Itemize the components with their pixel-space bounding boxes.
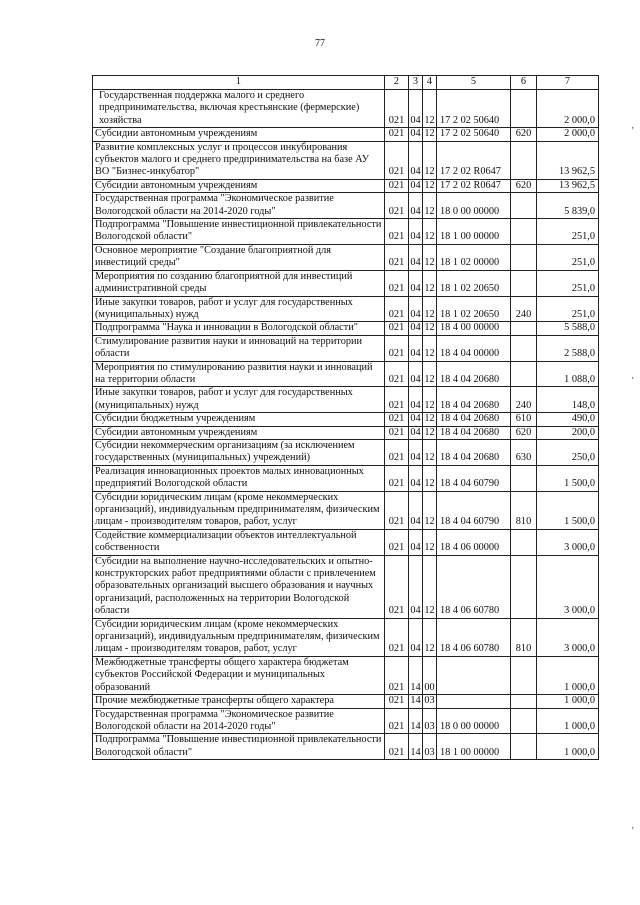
row-code-cell-3: 14 <box>409 734 423 760</box>
row-code-cell-4: 12 <box>424 426 435 438</box>
row-code-cell-3: 04 <box>410 426 421 438</box>
row-code-cell-6: 620 <box>511 128 537 141</box>
table-row <box>93 439 599 465</box>
row-code-cell-2: 021 <box>385 361 409 387</box>
row-code-cell-5: 17 2 02 R0647 <box>437 179 511 192</box>
row-name-cell: Субсидии на выполнение научно-исследовательских и опытно-конструкторских работ предприятиями области с привлечением образовательных организаций высшего образования и научных организаций, расположенных на территории Вологодской области <box>93 555 385 618</box>
row-code-cell-7: 1 000,0 <box>537 708 599 734</box>
row-code-cell-2: 021 <box>385 244 409 270</box>
row-name-cell: Субсидии бюджетным учреждениям <box>93 413 385 426</box>
table-row <box>93 296 599 322</box>
row-code-cell-6: 610 <box>511 413 537 426</box>
row-code-cell-3: 04 <box>409 387 423 413</box>
header-row <box>93 76 599 90</box>
row-code-cell-2: 021 <box>385 656 409 694</box>
table-row <box>93 656 599 694</box>
row-code-cell-6: 810 <box>511 618 537 656</box>
row-code-cell-6 <box>511 322 537 335</box>
row-code-cell-2: 021 <box>385 219 409 245</box>
row-code-cell-4: 00 <box>423 656 437 694</box>
row-code-cell-6 <box>511 734 537 760</box>
table-row <box>93 270 599 296</box>
row-code-cell-4: 12 <box>423 491 437 529</box>
row-code-cell-6 <box>511 90 537 128</box>
budget-table <box>92 75 599 760</box>
row-code-cell-4: 12 <box>423 361 437 387</box>
table-row <box>93 387 599 413</box>
row-name-cell: Мероприятия по созданию благоприятной для инвестиций административной среды <box>93 270 385 296</box>
row-code-cell-3: 04 <box>409 555 423 618</box>
row-code-cell-2: 021 <box>385 387 409 413</box>
row-code-cell-4: 12 <box>423 296 437 322</box>
row-name-cell: Подпрограмма "Наука и инновации в Вологодской области" <box>93 322 385 335</box>
row-code-cell-4: 12 <box>423 555 437 618</box>
table-row <box>93 413 599 426</box>
row-name-cell: Реализация инновационных проектов малых инновационных предприятий Вологодской области <box>93 465 385 491</box>
row-code-cell-4: 12 <box>423 270 437 296</box>
row-code-cell-6 <box>511 244 537 270</box>
row-code-cell-3: 14 <box>409 656 423 694</box>
row-code-cell-2: 021 <box>385 270 409 296</box>
row-name-cell: Субсидии автономным учреждениям <box>93 426 385 439</box>
table-row <box>93 322 599 335</box>
header-cell: 5 <box>437 76 511 90</box>
row-code-cell-6: 240 <box>511 296 537 322</box>
row-code-cell-2: 021 <box>385 491 409 529</box>
row-code-cell-7: 2 000,0 <box>537 128 599 141</box>
row-code-cell-6 <box>511 555 537 618</box>
table-row <box>93 695 599 708</box>
row-code-cell-2: 021 <box>385 322 409 335</box>
table-row <box>93 555 599 618</box>
row-code-cell-3: 04 <box>409 219 423 245</box>
row-code-cell-4: 03 <box>424 695 435 707</box>
row-code-cell-6 <box>511 695 537 708</box>
row-code-cell-5: 18 0 00 00000 <box>437 708 511 734</box>
row-code-cell-3: 04 <box>410 128 421 140</box>
row-code-cell-5: 18 1 02 20650 <box>437 270 511 296</box>
row-code-cell-5: 18 1 00 00000 <box>437 219 511 245</box>
row-code-cell-2: 021 <box>385 695 409 708</box>
row-code-cell-6 <box>511 656 537 694</box>
row-code-cell-6 <box>511 361 537 387</box>
row-code-cell-4: 12 <box>423 90 437 128</box>
row-code-cell-4: 12 <box>423 193 437 219</box>
row-code-cell-7: 1 000,0 <box>537 695 599 708</box>
edge-mark: , <box>631 820 634 831</box>
row-code-cell-3: 04 <box>410 179 421 191</box>
row-code-cell-6 <box>511 529 537 555</box>
row-code-cell-7: 490,0 <box>537 413 599 426</box>
row-code-cell-3: 04 <box>409 465 423 491</box>
row-code-cell-5: 18 1 02 20650 <box>437 296 511 322</box>
row-code-cell-7: 13 962,5 <box>537 179 599 192</box>
header-cell: 7 <box>537 76 599 90</box>
row-name-cell: Содействие коммерциализации объектов интеллектуальной собственности <box>93 529 385 555</box>
row-code-cell-6 <box>511 219 537 245</box>
row-code-cell-7: 251,0 <box>537 270 599 296</box>
row-code-cell-2: 021 <box>385 141 409 179</box>
row-code-cell-7: 1 000,0 <box>537 734 599 760</box>
row-code-cell-7: 200,0 <box>537 426 599 439</box>
row-code-cell-4: 12 <box>424 322 435 334</box>
page-number: 77 <box>315 38 325 49</box>
row-code-cell-2: 021 <box>385 413 409 426</box>
row-code-cell-7: 13 962,5 <box>537 141 599 179</box>
header-cell: 6 <box>511 76 537 90</box>
table-row <box>93 335 599 361</box>
edge-mark: , <box>631 370 634 381</box>
row-name-cell: Субсидии юридическим лицам (кроме некоммерческих организаций), индивидуальным предпринимателям, физическим лицам - производителям товаров, работ, услуг <box>93 618 385 656</box>
row-code-cell-2: 021 <box>385 529 409 555</box>
table-row <box>93 179 599 192</box>
table-row <box>93 128 599 141</box>
row-code-cell-6 <box>511 335 537 361</box>
row-code-cell-3: 04 <box>409 361 423 387</box>
row-name-cell: Государственная программа "Экономическое развитие Вологодской области на 2014-2020 годы" <box>93 708 385 734</box>
row-code-cell-5: 17 2 02 50640 <box>437 90 511 128</box>
table-row <box>93 219 599 245</box>
row-code-cell-2: 021 <box>385 296 409 322</box>
row-name-cell: Основное мероприятие "Создание благоприятной для инвестиций среды" <box>93 244 385 270</box>
row-code-cell-2: 021 <box>385 426 409 439</box>
row-code-cell-3: 04 <box>409 270 423 296</box>
row-code-cell-6 <box>511 270 537 296</box>
row-code-cell-4: 12 <box>423 439 437 465</box>
row-name-cell: Иные закупки товаров, работ и услуг для государственных (муниципальных) нужд <box>93 387 385 413</box>
row-code-cell-3: 04 <box>410 322 421 334</box>
row-code-cell-5 <box>437 695 511 708</box>
row-code-cell-7: 3 000,0 <box>537 529 599 555</box>
row-code-cell-4: 12 <box>423 141 437 179</box>
row-code-cell-5: 18 4 04 20680 <box>437 439 511 465</box>
table-row <box>93 426 599 439</box>
row-code-cell-5: 18 1 00 00000 <box>437 734 511 760</box>
row-code-cell-6 <box>511 141 537 179</box>
row-code-cell-2: 021 <box>385 465 409 491</box>
row-name-cell: Субсидии автономным учреждениям <box>93 179 385 192</box>
table-row <box>93 90 599 128</box>
row-code-cell-2: 021 <box>385 179 409 192</box>
row-code-cell-4: 12 <box>423 465 437 491</box>
row-code-cell-7: 250,0 <box>537 439 599 465</box>
row-code-cell-7: 2 000,0 <box>537 90 599 128</box>
row-code-cell-6: 620 <box>511 426 537 439</box>
row-name-cell: Подпрограмма "Повышение инвестиционной привлекательности Вологодской области" <box>93 734 385 760</box>
row-code-cell-7: 1 500,0 <box>537 465 599 491</box>
row-code-cell-3: 04 <box>409 335 423 361</box>
row-code-cell-7: 3 000,0 <box>537 618 599 656</box>
row-name-cell: Иные закупки товаров, работ и услуг для государственных (муниципальных) нужд <box>93 296 385 322</box>
table-row <box>93 244 599 270</box>
row-code-cell-3: 04 <box>409 618 423 656</box>
row-code-cell-3: 04 <box>409 244 423 270</box>
table-row <box>93 491 599 529</box>
row-code-cell-2: 021 <box>385 439 409 465</box>
header-cell: 1 <box>93 76 385 90</box>
row-name-cell: Субсидии некоммерческим организациям (за исключением государственных (муниципальных) учреждений) <box>93 439 385 465</box>
row-name-cell: Подпрограмма "Повышение инвестиционной привлекательности Вологодской области" <box>93 219 385 245</box>
table-row <box>93 618 599 656</box>
row-code-cell-4: 12 <box>423 618 437 656</box>
row-code-cell-3: 04 <box>409 90 423 128</box>
row-code-cell-7: 251,0 <box>537 296 599 322</box>
row-code-cell-4: 12 <box>423 335 437 361</box>
row-code-cell-5: 18 4 06 60780 <box>437 618 511 656</box>
row-code-cell-3: 04 <box>409 529 423 555</box>
row-code-cell-2: 021 <box>385 618 409 656</box>
row-code-cell-6: 630 <box>511 439 537 465</box>
table-row <box>93 529 599 555</box>
row-code-cell-2: 021 <box>385 555 409 618</box>
row-code-cell-7: 1 088,0 <box>537 361 599 387</box>
row-code-cell-7: 5 839,0 <box>537 193 599 219</box>
row-name-cell: Мероприятия по стимулированию развития науки и инноваций на территории области <box>93 361 385 387</box>
row-code-cell-5: 18 4 04 20680 <box>437 426 511 439</box>
row-code-cell-2: 021 <box>385 90 409 128</box>
row-code-cell-2: 021 <box>385 335 409 361</box>
row-code-cell-4: 12 <box>424 413 435 425</box>
row-name-cell: Развитие комплексных услуг и процессов инкубирования субъектов малого и среднего предпринимательства на базе АУ ВО "Бизнес-инкубатор" <box>93 141 385 179</box>
table-row <box>93 465 599 491</box>
row-code-cell-3: 04 <box>410 413 421 425</box>
row-name-cell: Субсидии юридическим лицам (кроме некоммерческих организаций), индивидуальным предпринимателям, физическим лицам - производителям товаров, работ, услуг <box>93 491 385 529</box>
row-code-cell-5: 18 4 04 00000 <box>437 335 511 361</box>
row-code-cell-4: 12 <box>423 219 437 245</box>
row-code-cell-3: 04 <box>409 439 423 465</box>
row-code-cell-5: 17 2 02 50640 <box>437 128 511 141</box>
row-code-cell-6: 620 <box>511 179 537 192</box>
table-row <box>93 361 599 387</box>
row-code-cell-2: 021 <box>385 734 409 760</box>
row-code-cell-5: 18 4 06 60780 <box>437 555 511 618</box>
header-cell: 2 <box>385 76 409 90</box>
row-name-cell: Субсидии автономным учреждениям <box>93 128 385 141</box>
row-code-cell-2: 021 <box>385 193 409 219</box>
row-code-cell-7: 251,0 <box>537 244 599 270</box>
row-code-cell-5 <box>437 656 511 694</box>
header-cell: 4 <box>423 76 437 90</box>
row-code-cell-4: 12 <box>424 128 435 140</box>
row-code-cell-5: 18 4 00 00000 <box>437 322 511 335</box>
row-code-cell-5: 18 4 04 20680 <box>437 361 511 387</box>
row-code-cell-5: 18 4 04 20680 <box>437 413 511 426</box>
row-code-cell-7: 2 588,0 <box>537 335 599 361</box>
row-name-cell: Стимулирование развития науки и инноваций на территории области <box>93 335 385 361</box>
table-row <box>93 193 599 219</box>
row-code-cell-3: 14 <box>409 708 423 734</box>
row-code-cell-4: 03 <box>423 708 437 734</box>
row-code-cell-5: 18 1 02 00000 <box>437 244 511 270</box>
row-code-cell-2: 021 <box>385 128 409 141</box>
row-code-cell-5: 18 4 06 00000 <box>437 529 511 555</box>
row-code-cell-4: 12 <box>423 387 437 413</box>
row-name-cell: Прочие межбюджетные трансферты общего характера <box>93 695 385 708</box>
row-code-cell-7: 3 000,0 <box>537 555 599 618</box>
row-code-cell-7: 1 000,0 <box>537 656 599 694</box>
row-code-cell-7: 5 588,0 <box>537 322 599 335</box>
table-row <box>93 734 599 760</box>
row-code-cell-3: 04 <box>409 491 423 529</box>
row-code-cell-7: 148,0 <box>537 387 599 413</box>
row-code-cell-4: 12 <box>423 244 437 270</box>
row-code-cell-4: 12 <box>423 529 437 555</box>
row-code-cell-7: 251,0 <box>537 219 599 245</box>
row-code-cell-4: 12 <box>424 179 435 191</box>
row-code-cell-4: 03 <box>423 734 437 760</box>
header-cell: 3 <box>409 76 423 90</box>
row-code-cell-5: 18 0 00 00000 <box>437 193 511 219</box>
edge-mark: , <box>631 120 634 131</box>
row-code-cell-3: 14 <box>410 695 421 707</box>
row-code-cell-6 <box>511 465 537 491</box>
row-code-cell-5: 18 4 04 60790 <box>437 465 511 491</box>
row-code-cell-5: 18 4 04 20680 <box>437 387 511 413</box>
row-code-cell-5: 17 2 02 R0647 <box>437 141 511 179</box>
row-name-cell: Межбюджетные трансферты общего характера бюджетам субъектов Российской Федерации и муниципальных образований <box>93 656 385 694</box>
row-code-cell-2: 021 <box>385 708 409 734</box>
row-code-cell-7: 1 500,0 <box>537 491 599 529</box>
row-code-cell-6 <box>511 708 537 734</box>
row-code-cell-3: 04 <box>409 141 423 179</box>
row-name-cell: Государственная программа "Экономическое развитие Вологодской области на 2014-2020 годы" <box>93 193 385 219</box>
row-code-cell-3: 04 <box>409 296 423 322</box>
row-name-cell: Государственная поддержка малого и среднего предпринимательства, включая крестьянские (фермерские) хозяйства <box>93 90 385 128</box>
row-code-cell-6: 810 <box>511 491 537 529</box>
row-code-cell-5: 18 4 04 60790 <box>437 491 511 529</box>
row-code-cell-6 <box>511 193 537 219</box>
row-code-cell-6: 240 <box>511 387 537 413</box>
row-code-cell-3: 04 <box>409 193 423 219</box>
table-row <box>93 141 599 179</box>
table-row <box>93 708 599 734</box>
